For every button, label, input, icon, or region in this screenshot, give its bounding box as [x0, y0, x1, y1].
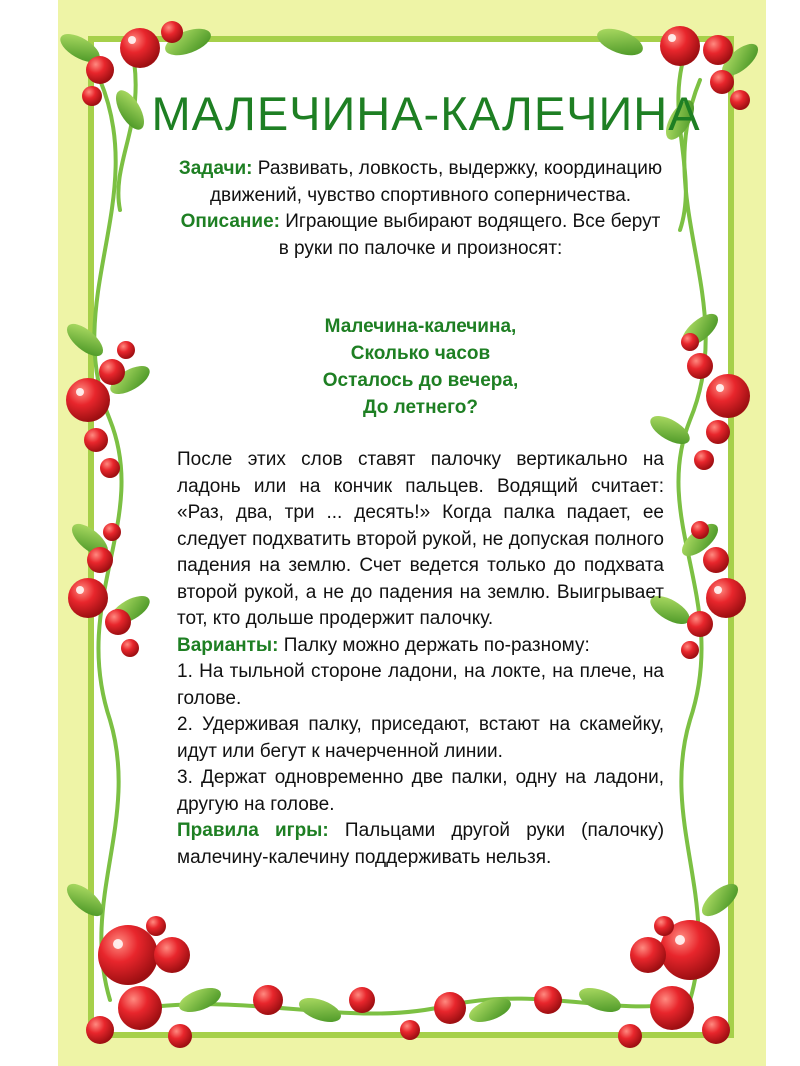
poem-line: Сколько часов	[350, 343, 491, 364]
tasks-label: Задачи:	[178, 158, 253, 179]
body-paragraph: После этих слов ставят палочку вертикально на ладонь или на кончик пальцев. Водящий считает: «Раз, два, три ... десять!» Когда палка падает, ее следует подхватить второй рукой, не допуская полного падения на землю. Счет ведется только до подхвата второй рукой, а не до падения на землю. Выигрывает тот, кто дольше продержит палочку.	[177, 449, 664, 629]
variants-paragraph	[177, 633, 664, 660]
rules-text: Пальцами другой руки (палочку) малечину-калечину поддерживать нельзя.	[177, 820, 665, 868]
variant-item: 2. Удерживая палку, приседают, встают на скамейку, идут или бегут к начерченной линии.	[177, 714, 664, 762]
variants-intro: Палку можно держать по-разному:	[283, 634, 590, 656]
variants-label: Варианты:	[177, 634, 279, 656]
variant-item: 1. На тыльной стороне ладони, на локте, на плече, на голове.	[177, 661, 664, 709]
variant-item: 3. Держат одновременно две палки, одну на ладони, другую на голове.	[177, 767, 664, 815]
rules-paragraph	[177, 818, 664, 871]
poem	[177, 313, 664, 421]
poem-line: Осталось до вечера,	[322, 370, 519, 391]
tasks-text: Развивать, ловкость, выдержку, координацию движений, чувство спортивного соперничества.	[209, 158, 663, 206]
tasks-paragraph	[177, 156, 664, 262]
poem-line: До летнего?	[362, 397, 478, 418]
page-title: МАЛЕЧИНА-КАЛЕЧИНА	[151, 87, 701, 140]
description-label: Описание:	[180, 211, 280, 232]
rules-label: Правила игры:	[177, 820, 329, 841]
description-text: Играющие выбирают водящего. Все берут в руки по палочке и произносят:	[278, 211, 661, 259]
poem-line: Малечина-калечина,	[324, 316, 517, 337]
rules-body	[177, 447, 664, 871]
